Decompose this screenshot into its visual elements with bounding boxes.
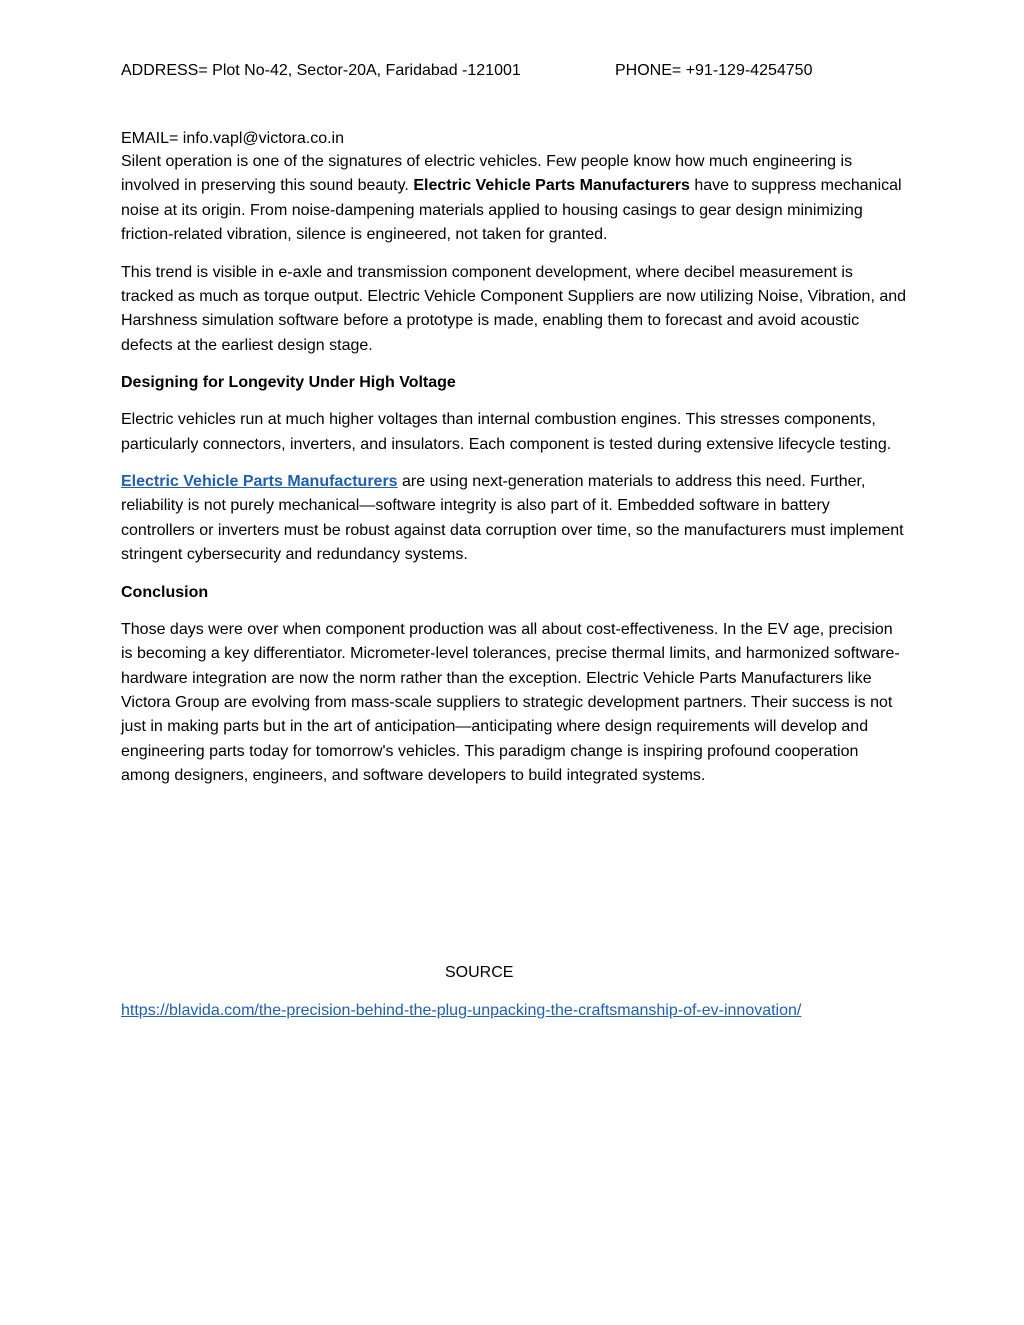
article-body: [121, 150, 907, 802]
phone-text: PHONE= +91-129-4254750: [615, 62, 813, 79]
address-text: ADDRESS= Plot No-42, Sector-20A, Faridabad -121001: [121, 62, 521, 79]
intro-text-start: Silent operation is one of the signatures of electric vehicles. Few people know how much engineering is involved in preserving this sound beauty.: [121, 153, 853, 195]
paragraph-materials-text: are using next-generation materials to address this need. Further, reliability is not purely mechanical—software integrity is also part of it. Embedded software in battery controllers or inverters must be robust against data corruption over time, so the manufacturers must implement stringent cybersecurity and redundancy systems.: [121, 473, 904, 564]
paragraph-conclusion: Those days were over when component production was all about cost-effectiveness. In the EV age, precision is becoming a key differentiator. Micrometer-level tolerances, precise thermal limits, and harmonized software-hardware integration are now the norm rather than the exception. Electric Vehicle Parts Manufacturers like Victora Group are evolving from mass-scale suppliers to strategic development partners. Their success is not just in making parts but in the art of anticipation—anticipating where design requirements will develop and engineering parts today for tomorrow's vehicles. This paradigm change is inspiring profound cooperation among designers, engineers, and software developers to build integrated systems.: [121, 620, 900, 785]
paragraph-nvh: This trend is visible in e-axle and transmission component development, where decibel measurement is tracked as much as torque output. Electric Vehicle Component Suppliers are now utilizing Noise, Vibration, and Harshness simulation software before a prototype is made, enabling them to forecast and avoid acoustic defects at the earliest design stage.: [121, 263, 907, 354]
intro-bold-keyword: Electric Vehicle Parts Manufacturers: [413, 177, 690, 195]
heading-longevity: Designing for Longevity Under High Voltage: [121, 374, 456, 392]
source-label: SOURCE: [445, 964, 514, 981]
source-url-link[interactable]: https://blavida.com/the-precision-behind-the-plug-unpacking-the-craftsmanship-of-ev-innovation/: [121, 1002, 802, 1019]
contact-row: [121, 60, 924, 82]
intro-text-end: have to suppress mechanical noise at its origin. From noise-dampening materials applied to housing casings to gear design minimizing friction-related vibration, silence is engineered, not taken for granted.: [121, 177, 902, 244]
ev-parts-link[interactable]: Electric Vehicle Parts Manufacturers: [121, 473, 398, 491]
email-text: EMAIL= info.vapl@victora.co.in: [121, 130, 345, 147]
paragraph-materials: [121, 470, 907, 568]
heading-conclusion: Conclusion: [121, 583, 209, 601]
intro-paragraph: [121, 150, 907, 248]
paragraph-voltage: Electric vehicles run at much higher voltages than internal combustion engines. This stresses components, particularly connectors, inverters, and insulators. Each component is tested during extensive lifecycle testing.: [121, 411, 892, 453]
